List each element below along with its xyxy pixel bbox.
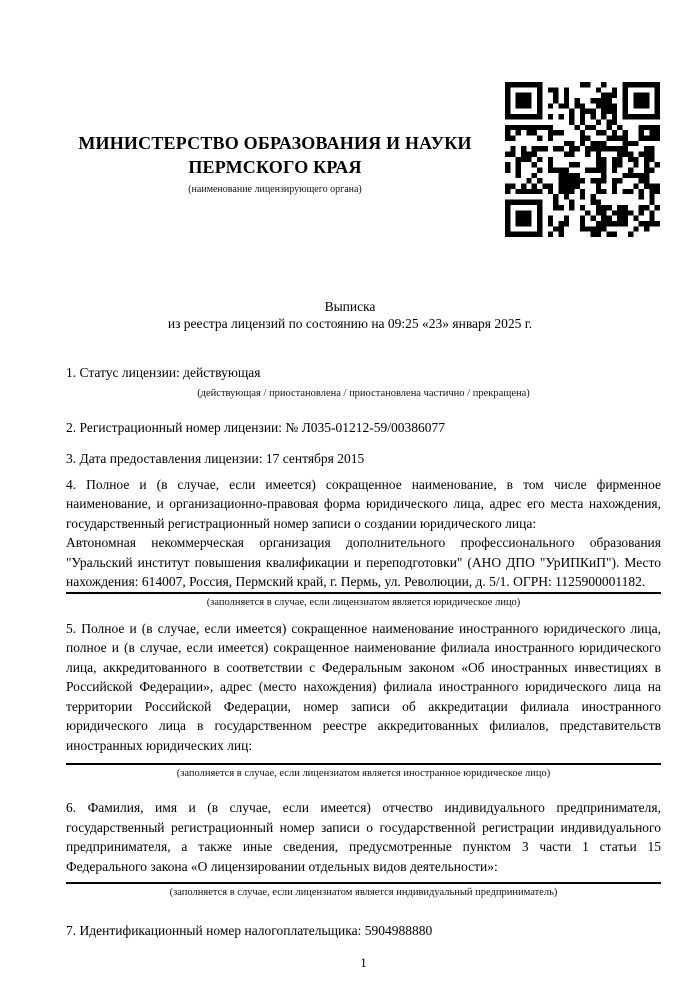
license-status-caption: (действующая / приостановлена / приостановлена частично / прекращена) — [197, 387, 530, 399]
grant-date-item: 3. Дата предоставления лицензии: 17 сентября 2015 — [66, 451, 365, 466]
license-status-item: 1. Статус лицензии: действующая — [66, 365, 261, 380]
legal-entity-caption: (заполняется в случае, если лицензиатом является юридическое лицо) — [206, 596, 521, 608]
qr-code-icon — [505, 82, 660, 237]
foreign-entity-label: 5. Полное и (в случае, если имеется) сокращенное наименование иностранного юридического лица, полное и (в случае, если имеется) сокращенное наименование филиала иностранного юридического лица, аккредитованного в соответствии с Федеральным законом «Об иностранных инвестициях в Российской Федерации», адрес (место нахождения) филиала иностранного юридического лица на территории Российской Федерации, номер записи об аккредитации филиала иностранного юридического лица в государственном реестре аккредитованных филиалов, представительств иностранных юридических лиц: — [66, 620, 665, 753]
issuing-authority-header — [40, 131, 510, 196]
foreign-entity-caption: (заполняется в случае, если лицензиатом является иностранное юридическое лицо) — [176, 768, 551, 779]
fill-line-entrepreneur — [66, 882, 661, 884]
entrepreneur-label: 6. Фамилия, имя и (в случае, если имеется) отчество индивидуального предпринимателя, государственный регистрационный номер записи о государственной регистрации индивидуального предпринимателя, а также иные сведения, предусмотренные пунктом 3 части 1 статьи 15 Федерального закона «О лицензировании отдельных видов деятельности»: — [66, 800, 665, 874]
document-title — [0, 298, 700, 332]
legal-entity-value: Автономная некоммерческая организация дополнительного профессионального образования "Уральский институт повышения квалификации и переподготовки" (АНО ДПО "УрИПКиП"). Место нахождения: 614007, Россия, Пермский край, г. Пермь, ул. Революции, д. 5/1. ОГРН: 1125900001182. — [66, 535, 665, 589]
document-body — [66, 356, 665, 972]
taxpayer-number-item: 7. Идентификационный номер налогоплательщика: 5904988880 — [66, 923, 433, 938]
fill-line-foreign-entity — [66, 763, 661, 765]
page-number: 1 — [360, 954, 367, 970]
authority-name-line1: МИНИСТЕРСТВО ОБРАЗОВАНИЯ И НАУКИ — [78, 133, 472, 153]
authority-caption: (наименование лицензирующего органа) — [188, 184, 362, 195]
document-title-line1: Выписка — [324, 299, 376, 314]
authority-name-line2: ПЕРМСКОГО КРАЯ — [188, 157, 362, 177]
registration-number-item: 2. Регистрационный номер лицензии: № Л035-01212-59/00386077 — [66, 419, 446, 435]
fill-line-legal-entity — [66, 592, 661, 594]
legal-entity-label: 4. Полное и (в случае, если имеется) сокращенное наименование, в том числе фирменное наименование, и организационно-правовая форма юридического лица, адрес его места нахождения, государственный регистрационный номер записи о создании юридического лица: — [66, 476, 665, 531]
document-title-line2: из реестра лицензий по состоянию на 09:25 «23» января 2025 г. — [167, 316, 533, 331]
entrepreneur-caption: (заполняется в случае, если лицензиатом является индивидуальный предприниматель) — [169, 887, 558, 898]
